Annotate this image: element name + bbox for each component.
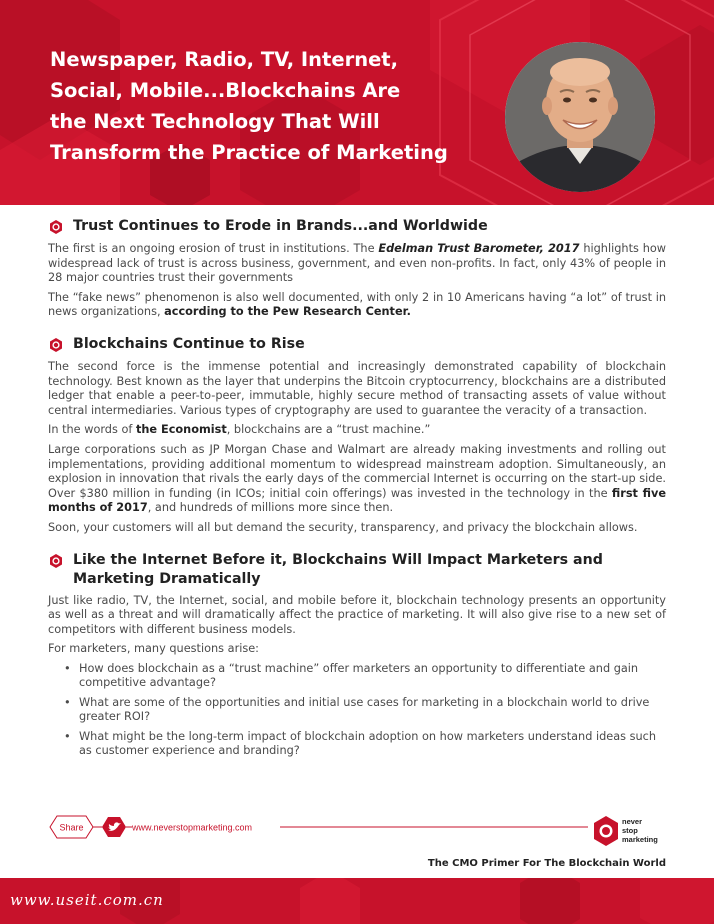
hexagon-ring-icon [48,219,64,235]
list-item: • What might be the long-term impact of blockchain adoption on how marketers understand ideas such as customer experience and branding? [64,729,657,757]
list-item: • What are some of the opportunities and initial use cases for marketing in a blockchain world to drive greater ROI? [64,695,650,724]
emphasis-text: Edelman Trust Barometer, 2017 [378,242,580,255]
hexagon-ring-icon [48,337,64,353]
source-link[interactable]: according to the Pew Research Center. [164,305,411,319]
paragraph: Large corporations such as JP Morgan Chase and Walmart are already making investments and rolling out implementations, providing additional momentum to widespread mainstream adoption. Simultaneously, an explosion in innovation that rivals the early days of the commercial Internet is occurring on the start-up side. Over $380 million in funding (in ICOs; initial coin offerings) was invested in the technology in the first five months of 2017, and hundreds of millions more since then. [48,442,666,515]
watermark: www.useit.com.cn [10,891,164,909]
list-item: • How does blockchain as a “trust machine” offer marketers an opportunity to differentiate and gain competitive advantage? [64,661,639,690]
article-body [48,215,666,763]
logo-text: stop [622,826,638,835]
website-link[interactable]: www.neverstopmarketing.com [132,822,253,833]
share-label: Share [59,822,84,833]
logo-text: marketing [622,835,658,844]
bullet-icon: • [64,661,71,675]
twitter-icon[interactable] [102,817,126,837]
author-portrait [505,42,655,192]
section-heading [48,335,666,354]
bullet-icon: • [64,729,71,743]
hexagon-ring-icon [48,553,64,569]
emphasis-text: first five months of 2017 [48,486,666,515]
tagline: The CMO Primer For The Blockchain World [427,858,666,869]
section-heading [48,217,666,236]
paragraph: Soon, your customers will all but demand the security, transparency, and privacy the blockchain allows. [48,520,638,534]
logo-text: never [622,817,643,826]
section-title: Like the Internet Before it, Blockchains Will Impact Marketers and Marketing Dramatically [73,551,603,587]
source-link[interactable]: the Economist [135,423,227,437]
section-title: Blockchains Continue to Rise [73,335,305,352]
hero-banner [0,0,714,205]
paragraph: In the words of the Economist, blockchains are a “trust machine.” [48,423,431,437]
title-line: the Next Technology That Will [50,110,380,133]
paragraph: The second force is the immense potential and increasingly demonstrated capability of blockchain technology. Best known as the layer that underpins the Bitcoin cryptocurrency, blockchains are a distributed ledger that enable a peer-to-peer, immutable, highly secure method of transacting assets of value without central intermediaries. Various types of cryptography are used to guarantee the veracity of a transaction. [48,359,666,417]
share-bar [48,814,588,840]
paragraph: Just like radio, TV, the Internet, social, and mobile before it, blockchain technology presents an opportunity as well as a threat and will dramatically affect the practice of marketing. It will also give rise to a new set of competitors with different business models. [48,593,666,636]
never-stop-marketing-logo [590,814,670,848]
paragraph: The first is an ongoing erosion of trust in institutions. The Edelman Trust Barometer, 2017 highlights how widespread lack of trust is across business, government, and even non-profits. In fact, only 43% of people in 28 major countries trust their governments [48,242,667,285]
section-title: Trust Continues to Erode in Brands...and Worldwide [73,218,488,234]
question-list [48,662,666,758]
title-line: Transform the Practice of Marketing [50,141,448,164]
bullet-icon: • [64,695,71,709]
title-line: Newspaper, Radio, TV, Internet, [50,48,399,71]
title-line: Social, Mobile...Blockchains Are [50,79,401,102]
paragraph: The “fake news” phenomenon is also well documented, with only 2 in 10 Americans having “a lot” of trust in news organizations, according to the Pew Research Center. [48,290,666,319]
page-title [50,44,470,168]
section-heading [48,551,666,589]
paragraph: For marketers, many questions arise: [48,642,259,656]
